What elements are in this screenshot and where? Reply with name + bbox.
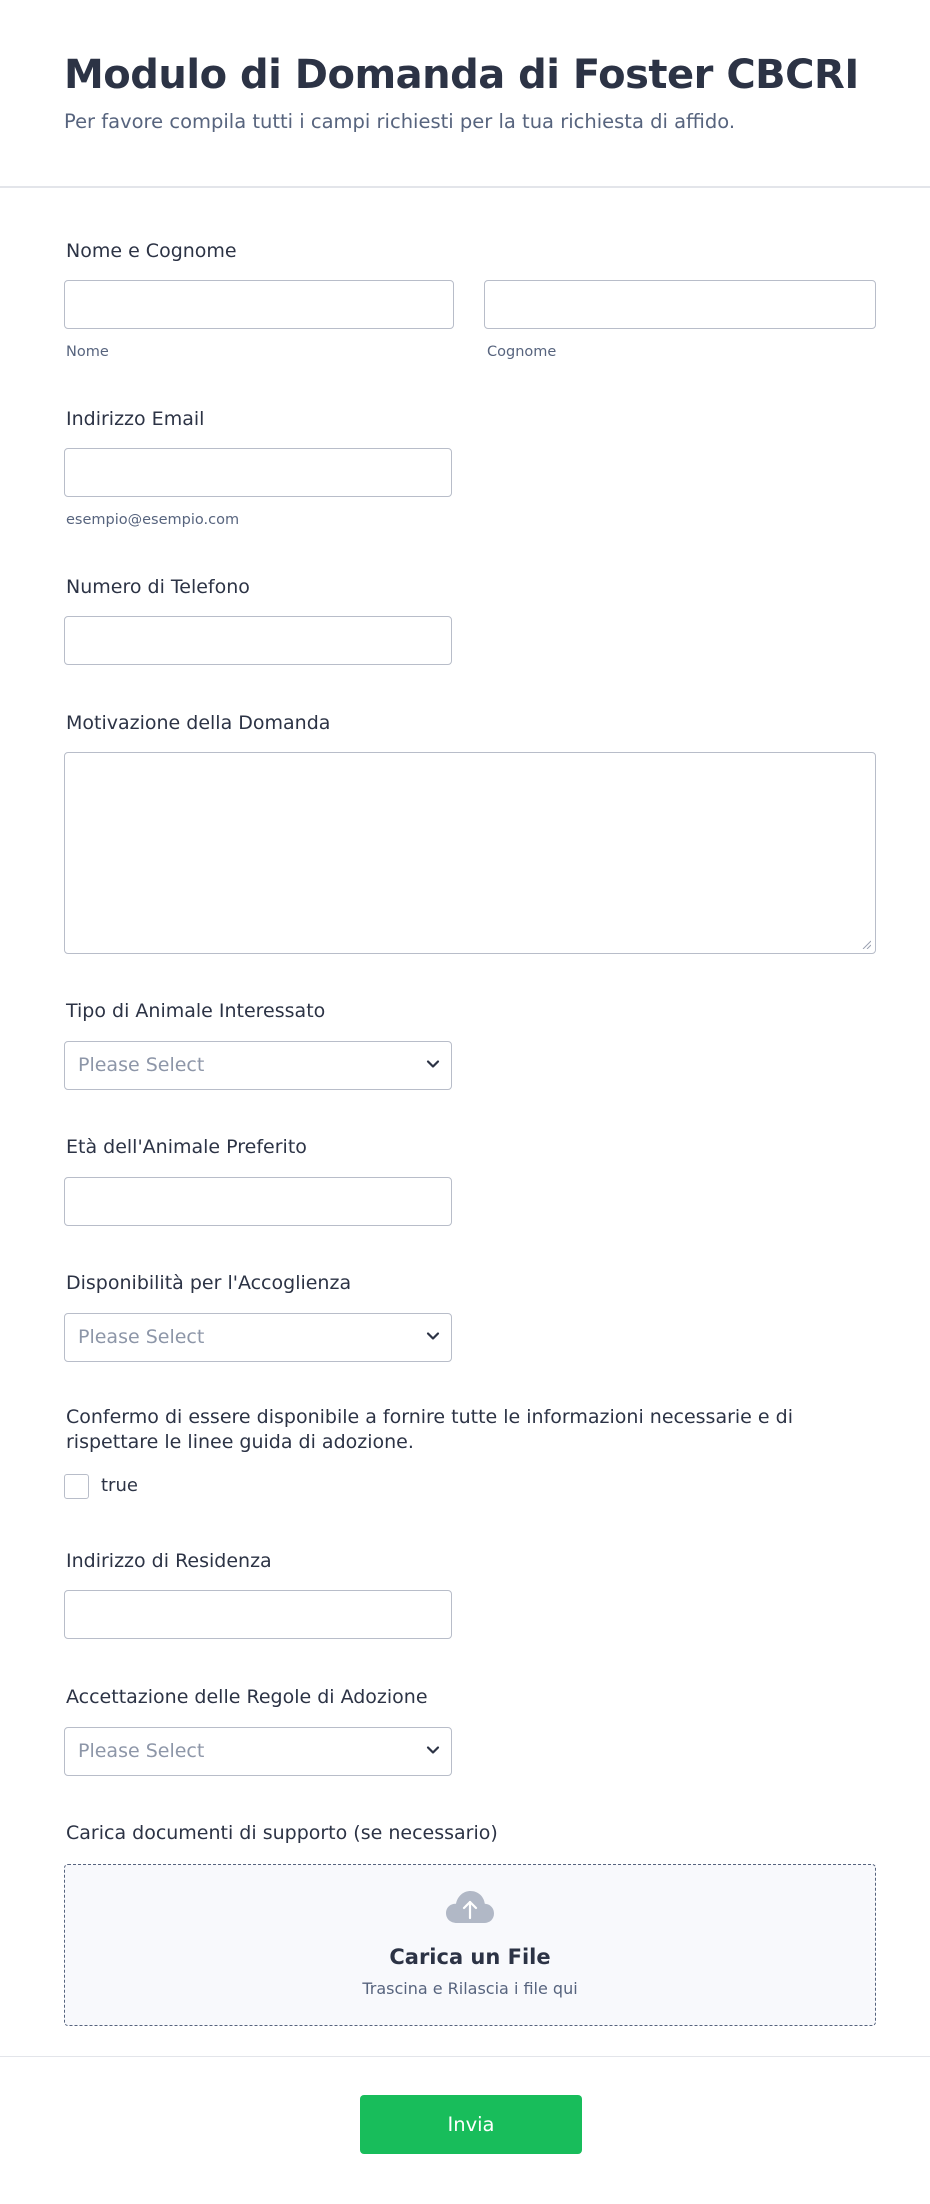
consent-option-label[interactable]: true	[101, 1475, 138, 1496]
availability-label: Disponibilità per l'Accoglienza	[66, 1272, 352, 1294]
chevron-down-icon	[426, 1331, 440, 1341]
form-subtitle: Per favore compila tutti i campi richiesti per la tua richiesta di affido.	[64, 110, 736, 133]
cloud-upload-icon	[445, 1889, 495, 1925]
animal-type-label: Tipo di Animale Interessato	[66, 1000, 326, 1022]
first-name-input[interactable]	[64, 280, 454, 329]
resize-grip-icon[interactable]	[861, 939, 871, 949]
motivation-textarea[interactable]	[64, 752, 876, 954]
form-header	[0, 0, 930, 188]
consent-checkbox[interactable]	[64, 1474, 89, 1499]
chevron-down-icon	[426, 1745, 440, 1755]
email-sublabel: esempio@esempio.com	[66, 512, 240, 528]
chevron-down-icon	[426, 1059, 440, 1069]
last-name-sublabel: Cognome	[487, 344, 557, 360]
first-name-sublabel: Nome	[66, 344, 109, 360]
adoption-rules-selected: Please Select	[78, 1740, 205, 1762]
animal-age-input[interactable]	[64, 1177, 452, 1226]
availability-selected: Please Select	[78, 1326, 205, 1348]
phone-label: Numero di Telefono	[66, 576, 250, 598]
file-upload-dropzone[interactable]	[64, 1864, 876, 2026]
consent-text: Confermo di essere disponibile a fornire tutte le informazioni necessarie e di rispettare le linee guida di adozione.	[66, 1406, 793, 1453]
adoption-rules-select[interactable]	[64, 1727, 452, 1776]
animal-type-selected: Please Select	[78, 1054, 205, 1076]
upload-subtitle: Trascina e Rilascia i file qui	[362, 1979, 578, 1998]
submit-button[interactable]: Invia	[360, 2095, 582, 2154]
form-title: Modulo di Domanda di Foster CBCRI	[64, 52, 859, 98]
upload-title: Carica un File	[389, 1945, 551, 1969]
adoption-rules-label: Accettazione delle Regole di Adozione	[66, 1686, 428, 1708]
email-input[interactable]	[64, 448, 452, 497]
address-input[interactable]	[64, 1590, 452, 1639]
full-name-label: Nome e Cognome	[66, 240, 237, 262]
animal-type-select[interactable]	[64, 1041, 452, 1090]
email-label: Indirizzo Email	[66, 408, 205, 430]
animal-age-label: Età dell'Animale Preferito	[66, 1136, 307, 1158]
last-name-input[interactable]	[484, 280, 876, 329]
phone-input[interactable]	[64, 616, 452, 665]
motivation-label: Motivazione della Domanda	[66, 712, 331, 734]
footer-divider	[0, 2056, 930, 2057]
upload-label: Carica documenti di supporto (se necessario)	[66, 1822, 498, 1844]
address-label: Indirizzo di Residenza	[66, 1550, 272, 1572]
availability-select[interactable]	[64, 1313, 452, 1362]
